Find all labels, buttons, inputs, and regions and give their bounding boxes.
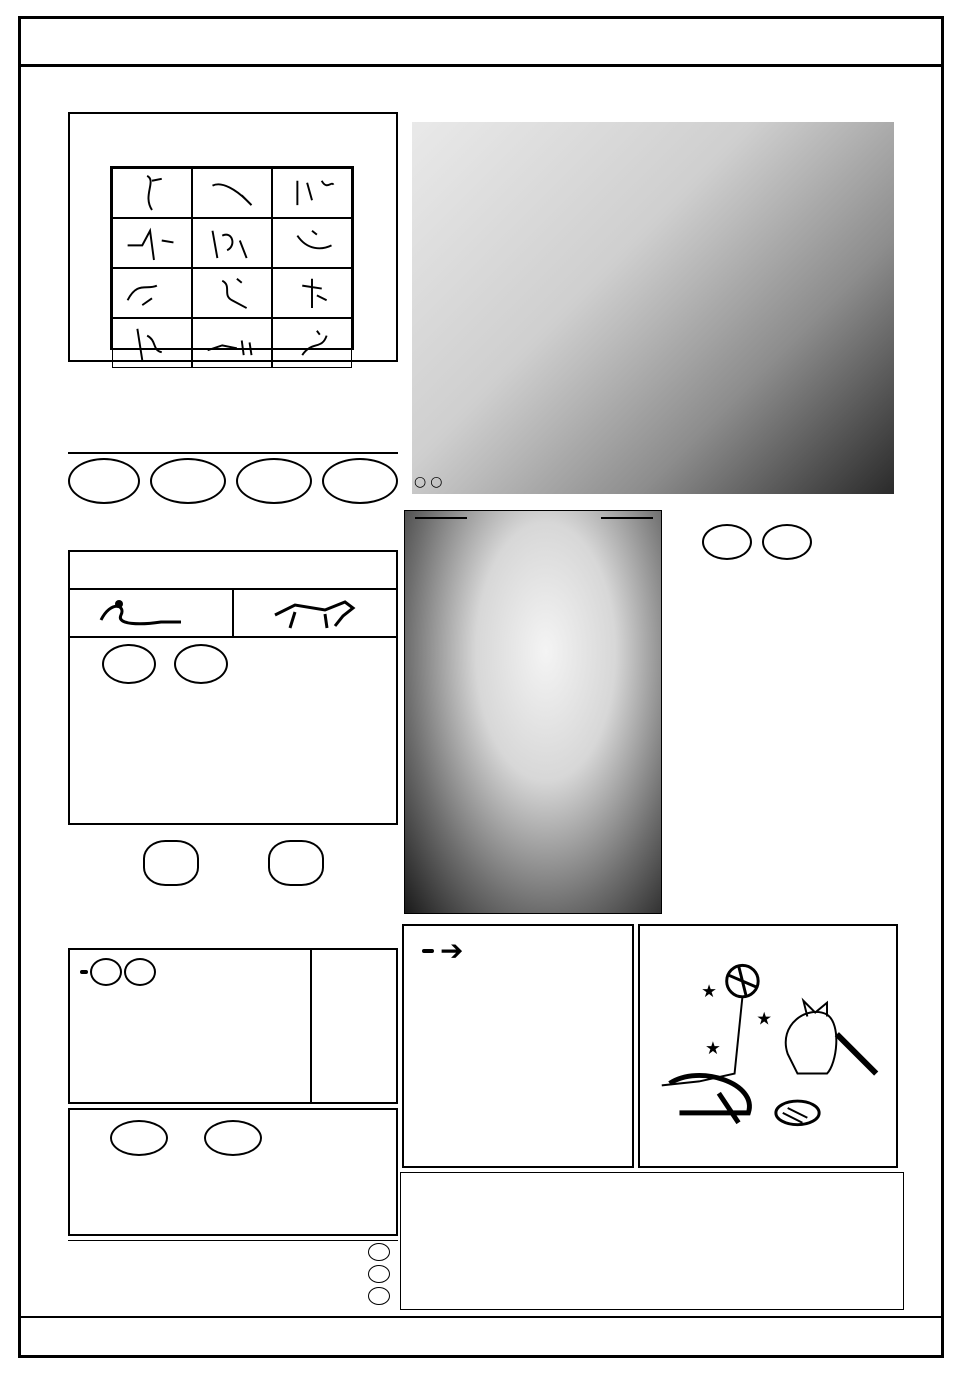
header-divider: [18, 64, 944, 67]
wang-bang-section: [68, 456, 398, 548]
gift-box: [68, 948, 398, 1104]
arrow-right-icon: ➔: [440, 934, 464, 967]
history-row: [68, 1263, 398, 1285]
center-photo: [404, 510, 662, 914]
decorative-dots: ○○: [414, 474, 447, 490]
wang-bang-number: [68, 458, 140, 504]
prediction-number: [143, 840, 199, 886]
history-row: [68, 1285, 398, 1307]
cat-illustration: [638, 924, 898, 1168]
special-code-box: [68, 366, 398, 454]
puzzle-grid: [110, 166, 354, 350]
lucky-zodiac-box: [68, 550, 398, 825]
wang-bang-number: [236, 458, 312, 504]
new-year-number: [110, 1120, 168, 1156]
prediction-section: [68, 832, 398, 942]
photo-right-label: [601, 517, 653, 519]
snake-icon: [70, 590, 234, 636]
new-year-number: [204, 1120, 262, 1156]
right-column: [672, 510, 902, 910]
watermark-column-left: [24, 100, 62, 1235]
photo-left-label: [415, 517, 467, 519]
lucky-zodiac-poem: [70, 638, 396, 642]
footer-divider: [18, 1316, 944, 1318]
lucky-zodiac-title: [70, 552, 396, 590]
gift-box-number: [124, 958, 156, 986]
gift-box-number: [90, 958, 122, 986]
watermark-column-right: [906, 74, 940, 1304]
wang-bang-number: [150, 458, 226, 504]
gift-box-title: [80, 970, 88, 974]
right-text: [672, 510, 902, 514]
attached-box: [402, 924, 634, 1168]
new-year-box: [68, 1108, 398, 1236]
history-table: [68, 1240, 398, 1306]
special-number: [102, 644, 156, 684]
watermark-row-top: [24, 74, 910, 98]
supply-number: [762, 524, 812, 560]
attached-poem: [454, 983, 632, 1175]
masthead-photo: [412, 122, 894, 494]
zodiac-puzzle-box: [68, 112, 398, 362]
svg-text:★: ★: [756, 1009, 773, 1030]
supply-number: [702, 524, 752, 560]
svg-text:★: ★: [705, 1038, 721, 1059]
results-table: [400, 1172, 904, 1310]
zodiac-images-row: [70, 590, 396, 638]
prediction-number: [268, 840, 324, 886]
svg-text:★: ★: [701, 981, 717, 1002]
special-number: [174, 644, 228, 684]
wang-bang-number: [322, 458, 398, 504]
results-grid: [401, 1185, 903, 1309]
lucky-zodiac-text: [70, 684, 396, 688]
attached-title: [422, 949, 434, 953]
history-row: [68, 1241, 398, 1263]
dog-icon: [234, 590, 396, 636]
